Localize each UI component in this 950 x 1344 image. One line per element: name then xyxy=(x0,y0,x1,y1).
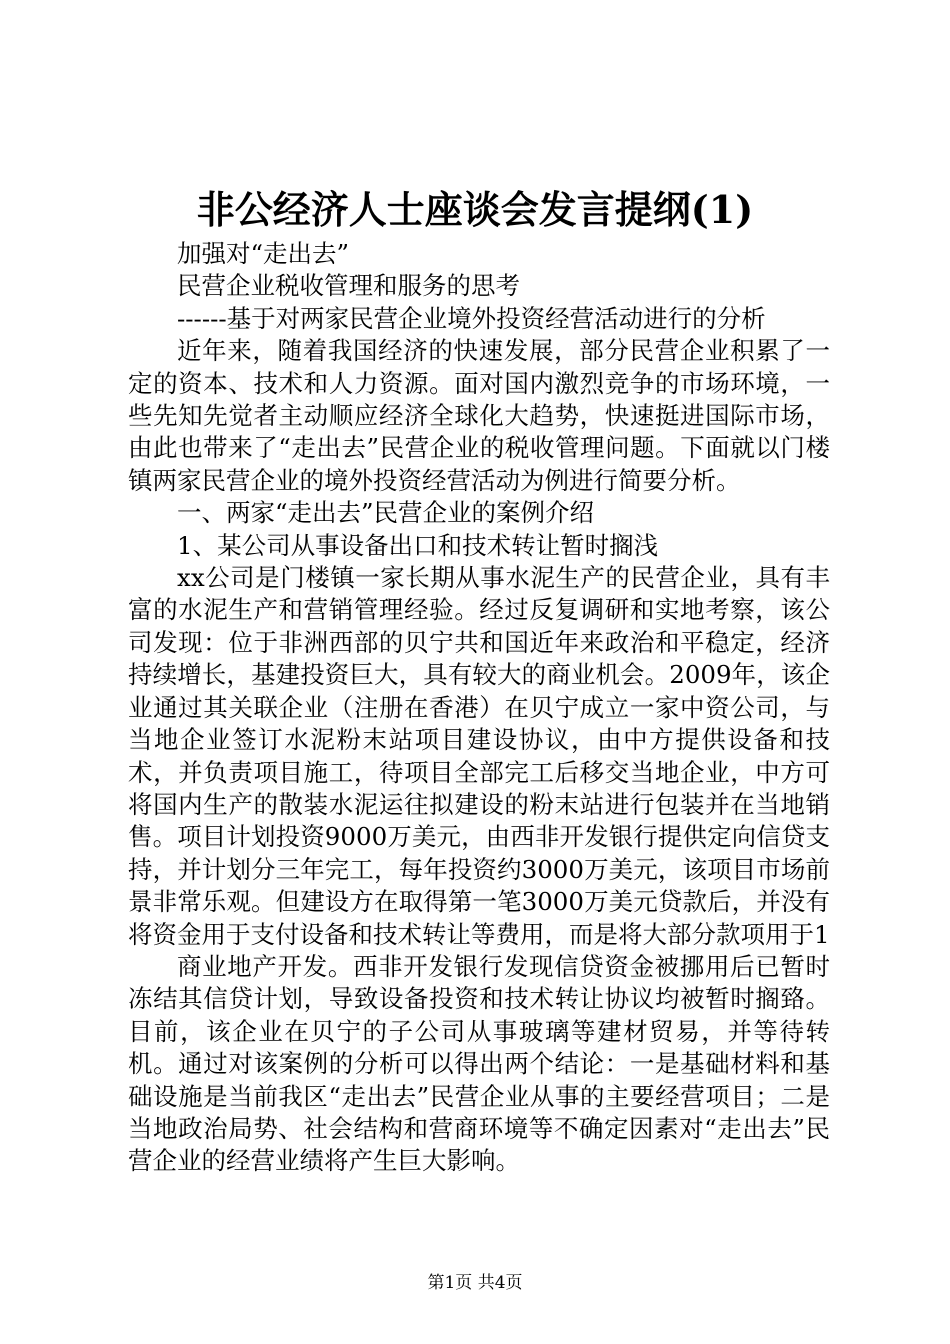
paragraph-case-1: xx公司是门楼镇一家长期从事水泥生产的民营企业，具有丰富的水泥生产和营销管理经验。经过反复调研和实地考察，该公司发现：位于非洲西部的贝宁共和国近年来政治和平稳定，经济持续增长，基建投资巨大，具有较大的商业机会。2009年，该企业通过其关联企业（注册在香港）在贝宁成立一家中资公司，与当地企业签订水泥粉末站项目建设协议，由中方提供设备和技术，并负责项目施工，待项目全部完工后移交当地企业，中方可将国内生产的散装水泥运往拟建设的粉末站进行包装并在当地销售。项目计划投资9000万美元，由西非开发银行提供定向信贷支持，并计划分三年完工，每年投资约3000万美元，该项目市场前景非常乐观。但建设方在取得第一笔3000万美元贷款后，并没有将资金用于支付设备和技术转让等费用，而是将大部分款项用于1 xyxy=(128,563,830,949)
document-title: 非公经济人士座谈会发言提纲(1) xyxy=(196,187,754,232)
paragraph-subtitle: ------基于对两家民营企业境外投资经营活动进行的分析 xyxy=(177,303,766,333)
section-heading: 一、两家“走出去”民营企业的案例介绍 xyxy=(177,498,595,528)
paragraph-intro: 近年来，随着我国经济的快速发展，部分民营企业积累了一定的资本、技术和人力资源。面对国内激烈竞争的市场环境，一些先知先觉者主动顺应经济全球化大趋势，快速挺进国际市场，由此也带来了“走出去”民营企业的税收管理问题。下面就以门楼镇两家民营企业的境外投资经营活动为例进行简要分析。 xyxy=(128,336,830,495)
case-heading: 1、某公司从事设备出口和技术转让暂时搁浅 xyxy=(177,530,659,560)
paragraph-case-1-continued: 商业地产开发。西非开发银行发现信贷资金被挪用后已暂时冻结其信贷计划，导致设备投资和技术转让协议均被暂时搁臵。目前，该企业在贝宁的子公司从事玻璃等建材贸易，并等待转机。通过对该案例的分析可以得出两个结论：一是基础材料和基础设施是当前我区“走出去”民营企业从事的主要经营项目；二是当地政治局势、社会结构和营商环境等不确定因素对“走出去”民营企业的经营业绩将产生巨大影响。 xyxy=(128,951,830,1176)
document-body xyxy=(128,238,830,1178)
paragraph-heading-2: 民营企业税收管理和服务的思考 xyxy=(177,271,520,301)
page-footer: 第1页 共4页 xyxy=(427,1273,523,1293)
paragraph-heading-1: 加强对“走出去” xyxy=(177,239,350,268)
